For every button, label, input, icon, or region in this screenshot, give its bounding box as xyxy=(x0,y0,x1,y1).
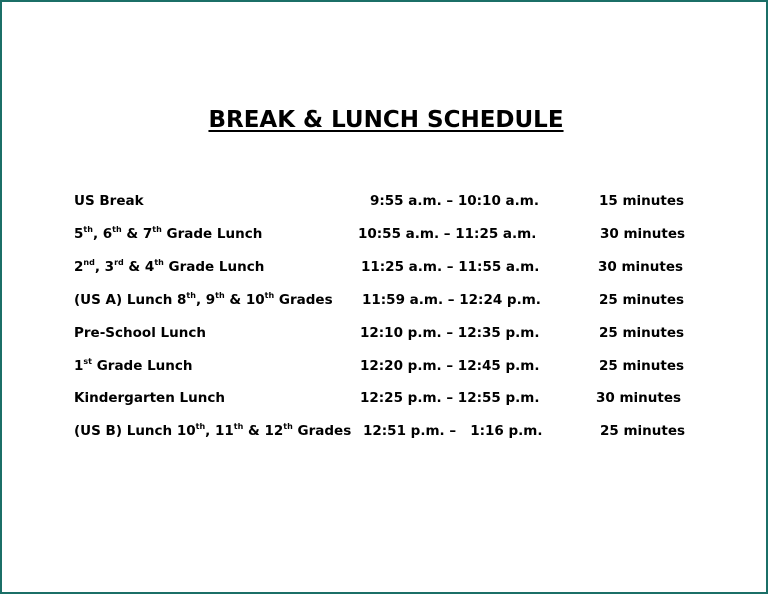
event-name: US Break xyxy=(74,193,144,209)
duration: 25 minutes xyxy=(599,358,685,374)
duration: 15 minutes xyxy=(599,193,685,209)
duration: 25 minutes xyxy=(599,325,685,341)
ordinal-suffix: th xyxy=(83,225,93,234)
schedule-row xyxy=(2,387,768,409)
ordinal-suffix: th xyxy=(233,422,244,431)
event-name: (US B) Lunch 10th, 11th & 12th Grades xyxy=(74,422,352,439)
ordinal-suffix: th xyxy=(215,291,225,300)
ordinal-suffix: rd xyxy=(114,258,124,267)
schedule-row xyxy=(2,289,768,311)
duration: 25 minutes xyxy=(599,292,685,308)
ordinal-suffix: th xyxy=(152,225,162,234)
page-title: BREAK & LUNCH SCHEDULE xyxy=(208,107,564,133)
event-name: 5th, 6th & 7th Grade Lunch xyxy=(74,225,263,242)
duration: 30 minutes xyxy=(596,390,682,406)
ordinal-suffix: th xyxy=(186,291,196,300)
time-range: 12:51 p.m. – 1:16 p.m. xyxy=(363,423,543,439)
ordinal-suffix: nd xyxy=(83,258,95,267)
time-range: 10:55 a.m. – 11:25 a.m. xyxy=(358,226,537,242)
time-range: 11:25 a.m. – 11:55 a.m. xyxy=(361,259,540,275)
ordinal-suffix: th xyxy=(264,291,275,300)
schedule-row xyxy=(2,190,768,212)
duration: 30 minutes xyxy=(600,226,686,242)
ordinal-suffix: th xyxy=(112,225,122,234)
time-range: 9:55 a.m. – 10:10 a.m. xyxy=(370,193,539,209)
duration: 30 minutes xyxy=(598,259,684,275)
schedule-row xyxy=(2,322,768,344)
ordinal-suffix: th xyxy=(154,258,164,267)
schedule-row xyxy=(2,355,768,377)
event-name: 1st Grade Lunch xyxy=(74,357,193,374)
schedule-row xyxy=(2,420,768,442)
ordinal-suffix: th xyxy=(195,422,206,431)
schedule-row xyxy=(2,256,768,278)
schedule-row xyxy=(2,223,768,245)
time-range: 12:10 p.m. – 12:35 p.m. xyxy=(360,325,540,341)
time-range: 12:25 p.m. – 12:55 p.m. xyxy=(360,390,540,406)
time-range: 12:20 p.m. – 12:45 p.m. xyxy=(360,358,540,374)
ordinal-suffix: th xyxy=(283,422,293,431)
duration: 25 minutes xyxy=(600,423,686,439)
event-name: (US A) Lunch 8th, 9th & 10th Grades xyxy=(74,291,333,308)
time-range: 11:59 a.m. – 12:24 p.m. xyxy=(362,292,541,308)
event-name: Kindergarten Lunch xyxy=(74,390,225,406)
ordinal-suffix: st xyxy=(83,357,92,366)
event-name: Pre-School Lunch xyxy=(74,325,206,341)
event-name: 2nd, 3rd & 4th Grade Lunch xyxy=(74,258,265,275)
